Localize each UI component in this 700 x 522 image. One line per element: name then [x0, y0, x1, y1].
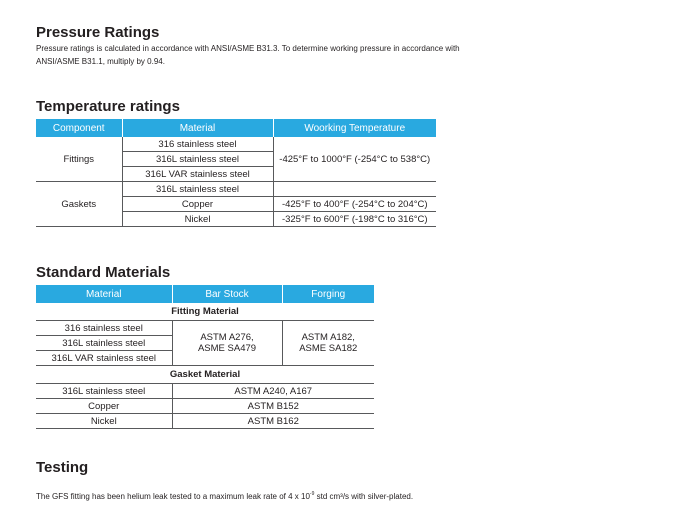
material-cell: 316L stainless steel [122, 182, 273, 197]
table-row [36, 384, 374, 399]
standard-materials-table [36, 285, 374, 429]
spec-cell: ASTM B162 [172, 414, 374, 429]
table-row [36, 182, 436, 197]
testing-exponent: -9 [309, 491, 315, 497]
table-header-row [36, 119, 436, 137]
testing-heading: Testing [36, 459, 89, 476]
material-cell: Nickel [122, 212, 273, 227]
table-row [36, 399, 374, 414]
pressure-ratings-line-1: Pressure ratings is calculated in accordance with ANSI/ASME B31.3. To determine working pressure in accordance with [36, 44, 460, 53]
column-header-component: Component [36, 119, 122, 137]
column-header-working-temperature: Woorking Temperature [273, 119, 436, 137]
temperature-cell: -325°F to 600°F (-198°C to 316°C) [273, 212, 436, 227]
table-row [36, 321, 374, 336]
column-header-material: Material [122, 119, 273, 137]
table-row [36, 414, 374, 429]
temperature-cell: -425°F to 400°F (-254°C to 204°C) [273, 197, 436, 212]
material-cell: 316L VAR stainless steel [122, 167, 273, 182]
pressure-ratings-heading: Pressure Ratings [36, 24, 160, 41]
temperature-cell [273, 182, 436, 197]
material-cell: 316 stainless steel [36, 321, 172, 336]
standard-materials-heading: Standard Materials [36, 264, 171, 281]
material-cell: 316L VAR stainless steel [36, 351, 172, 366]
testing-text-end: std cm³/s with silver-plated. [314, 492, 414, 501]
pressure-ratings-text [36, 42, 506, 68]
column-header-bar-stock: Bar Stock [172, 285, 282, 303]
material-cell: 316L stainless steel [122, 152, 273, 167]
spec-cell: ASTM A240, A167 [172, 384, 374, 399]
column-header-material: Material [36, 285, 172, 303]
fitting-material-subheader: Fitting Material [36, 303, 374, 321]
temperature-ratings-table [36, 119, 436, 227]
forging-cell [282, 321, 374, 366]
section-row [36, 303, 374, 321]
table-header-row [36, 285, 374, 303]
bar-stock-line-2: ASME SA479 [197, 343, 257, 354]
temperature-ratings-heading: Temperature ratings [36, 98, 180, 115]
material-cell: 316 stainless steel [122, 137, 273, 152]
testing-text-main: The GFS fitting has been helium leak tested to a maximum leak rate of 4 x 10 [36, 492, 310, 501]
component-fittings: Fittings [36, 137, 122, 182]
section-row [36, 366, 374, 384]
testing-text [36, 488, 636, 503]
forging-line-1: ASTM A182, [301, 332, 355, 343]
column-header-forging: Forging [282, 285, 374, 303]
gasket-material-subheader: Gasket Material [36, 366, 374, 384]
table-row [36, 137, 436, 152]
material-cell: Nickel [36, 414, 172, 429]
material-cell: 316L stainless steel [36, 336, 172, 351]
temperature-cell: -425°F to 1000°F (-254°C to 538°C) [273, 137, 436, 182]
bar-stock-cell [172, 321, 282, 366]
material-cell: Copper [122, 197, 273, 212]
bar-stock-line-1: ASTM A276, [200, 332, 254, 343]
component-gaskets: Gaskets [36, 182, 122, 227]
forging-line-2: ASME SA182 [299, 343, 358, 354]
spec-cell: ASTM B152 [172, 399, 374, 414]
material-cell: Copper [36, 399, 172, 414]
pressure-ratings-line-2: ANSI/ASME B31.1, multiply by 0.94. [36, 57, 165, 66]
material-cell: 316L stainless steel [36, 384, 172, 399]
